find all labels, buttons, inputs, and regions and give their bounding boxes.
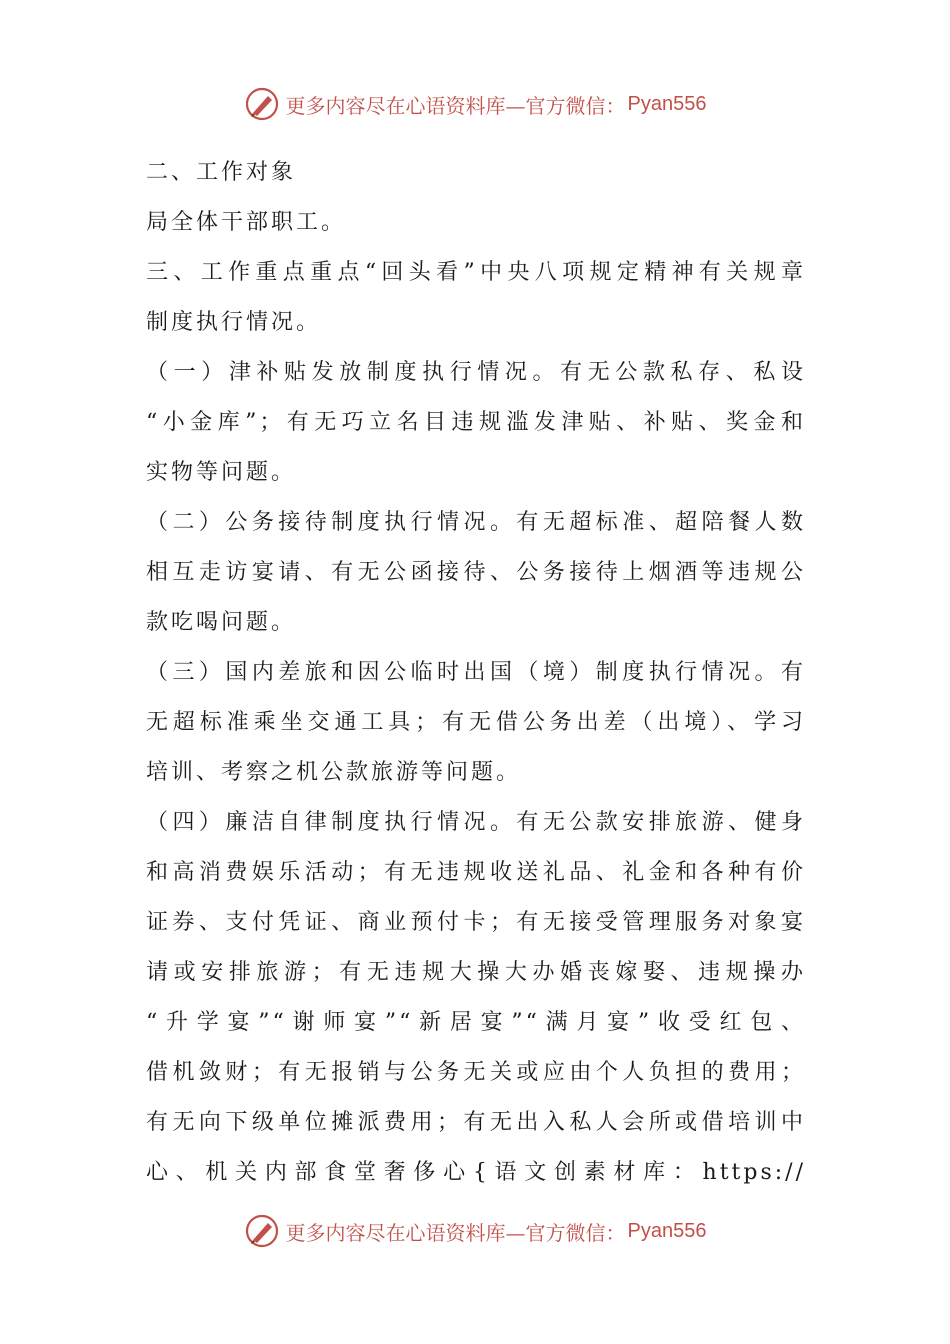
watermark-id: Pyan556 bbox=[627, 1219, 707, 1242]
watermark-label: 更多内容尽在心语资料库—官方微信： bbox=[285, 1220, 626, 1245]
text-line: 证券、支付凭证、商业预付卡；有无接受管理服务对象宴 bbox=[146, 910, 806, 935]
text-line: 相互走访宴请、有无公函接待、公务接待上烟酒等违规公 bbox=[146, 560, 806, 585]
text-line: 请或安排旅游；有无违规大操大办婚丧嫁娶、违规操办 bbox=[146, 960, 806, 985]
pen-logo-icon bbox=[244, 1213, 280, 1249]
text-line: 实物等问题。 bbox=[146, 460, 297, 485]
text-line: 有无向下级单位摊派费用；有无出入私人会所或借培训中 bbox=[146, 1110, 806, 1135]
text-line: （一）津补贴发放制度执行情况。有无公款私存、私设 bbox=[146, 360, 806, 385]
footer-watermark bbox=[0, 1211, 950, 1251]
text-line: 培训、考察之机公款旅游等问题。 bbox=[146, 760, 522, 785]
pen-logo-icon bbox=[244, 86, 280, 122]
text-line: 二、工作对象 bbox=[146, 160, 297, 185]
text-line: “小金库”；有无巧立名目违规滥发津贴、补贴、奖金和 bbox=[146, 410, 806, 435]
text-line: 三、工作重点重点“回头看”中央八项规定精神有关规章 bbox=[146, 260, 806, 285]
text-line: “升学宴”“谢师宴”“新居宴”“满月宴”收受红包、 bbox=[146, 1010, 806, 1035]
text-line: 和高消费娱乐活动；有无违规收送礼品、礼金和各种有价 bbox=[146, 860, 806, 885]
document-body bbox=[146, 148, 806, 1198]
watermark-label: 更多内容尽在心语资料库—官方微信： bbox=[285, 93, 626, 118]
text-line: 借机敛财；有无报销与公务无关或应由个人负担的费用； bbox=[146, 1060, 806, 1085]
header-watermark bbox=[0, 84, 950, 124]
watermark-id: Pyan556 bbox=[627, 92, 707, 115]
text-line: 局全体干部职工。 bbox=[146, 210, 347, 235]
text-line: （三）国内差旅和因公临时出国（境）制度执行情况。有 bbox=[146, 660, 806, 685]
text-line: （二）公务接待制度执行情况。有无超标准、超陪餐人数 bbox=[146, 510, 806, 535]
text-line: （四）廉洁自律制度执行情况。有无公款安排旅游、健身 bbox=[146, 810, 806, 835]
text-line: 款吃喝问题。 bbox=[146, 610, 297, 635]
text-line: 制度执行情况。 bbox=[146, 310, 322, 335]
text-line: 心、机关内部食堂奢侈心{语文创素材库：https:// bbox=[146, 1160, 806, 1185]
text-line: 无超标准乘坐交通工具；有无借公务出差（出境）、学习 bbox=[146, 710, 806, 735]
